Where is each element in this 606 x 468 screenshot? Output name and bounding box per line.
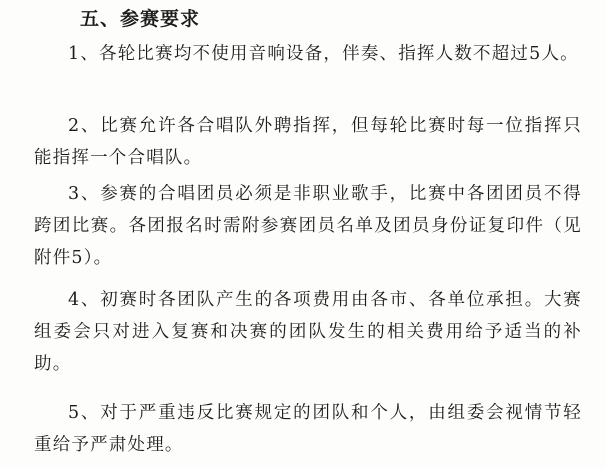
paragraph-rule-4: 4、初赛时各团队产生的各项费用由各市、各单位承担。大赛组委会只对进入复赛和决赛的团队发生的相关费用给予适当的补助。 — [34, 290, 582, 374]
section-heading: 五、参赛要求 — [80, 8, 201, 30]
paragraph-rule-2: 2、比赛允许各合唱队外聘指挥，但每轮比赛时每一位指挥只能指挥一个合唱队。 — [34, 116, 582, 168]
paragraph-rule-1: 1、各轮比赛均不使用音响设备，伴奏、指挥人数不超过5人。 — [68, 44, 579, 64]
paragraph-rule-3: 3、参赛的合唱团员必须是非职业歌手，比赛中各团团员不得跨团比赛。各团报名时需附参赛团员名单及团员身份证复印件（见附件5）。 — [34, 184, 582, 268]
paragraph-rule-5: 5、对于严重违反比赛规定的团队和个人，由组委会视情节轻重给予严肃处理。 — [34, 403, 582, 455]
